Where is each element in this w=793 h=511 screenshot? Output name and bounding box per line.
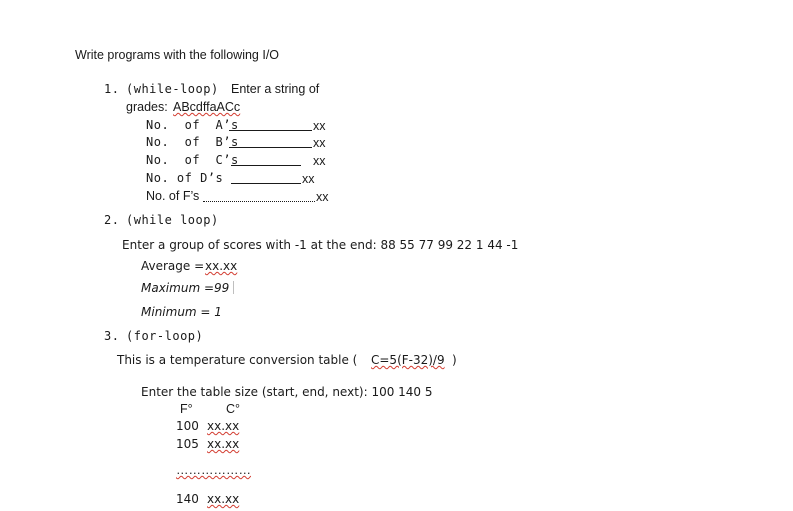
item-1-row-d-rule xyxy=(231,183,301,184)
table-ellipsis: ……………… xyxy=(176,463,251,477)
table-row-2-c: xx.xx xyxy=(207,437,240,451)
item-1-row-c-label: No. of C’s xyxy=(146,153,239,167)
table-row-1-c: xx.xx xyxy=(207,419,240,433)
item-1-row-d-value: xx xyxy=(302,172,315,186)
item-1-row-a-label: No. of A’s xyxy=(146,118,239,132)
item-1-grades-label: grades: xyxy=(126,100,168,114)
item-1-label: (while-loop) xyxy=(126,82,219,96)
item-1-prompt: Enter a string of xyxy=(231,82,320,96)
item-2-average-value: xx.xx xyxy=(205,259,238,273)
item-1-row-a-rule xyxy=(229,130,312,131)
item-1-row-c-rule xyxy=(231,165,301,166)
item-1-row-c-value: xx xyxy=(313,154,326,168)
item-3-desc-suffix: ) xyxy=(452,353,457,367)
table-row-2-f: 105 xyxy=(176,437,199,451)
table-row-last-f: 140 xyxy=(176,492,199,506)
table-row-1-f: 100 xyxy=(176,419,199,433)
item-1-row-f-label: No. of F’s xyxy=(146,189,200,203)
item-1-row-b-value: xx xyxy=(313,136,326,150)
item-2-prompt: Enter a group of scores with -1 at the end: 88 55 77 99 22 1 44 -1 xyxy=(122,238,519,252)
document-heading: Write programs with the following I/O xyxy=(75,48,280,62)
item-3-label: (for-loop) xyxy=(126,329,204,343)
item-1-row-a-value: xx xyxy=(313,119,326,133)
item-2-average-label: Average = xyxy=(141,259,205,273)
item-2-label: (while loop) xyxy=(126,213,219,227)
item-3-number: 3. xyxy=(104,329,120,343)
item-1-grades-value: ABcdffaACc xyxy=(173,100,241,114)
item-3-desc-prefix: This is a temperature conversion table ( xyxy=(117,353,358,367)
item-1-row-b-label: No. of B’s xyxy=(146,135,239,149)
item-1-row-f-value: xx xyxy=(316,190,329,204)
column-header-c: C° xyxy=(226,402,241,416)
item-1-number: 1. xyxy=(104,82,120,96)
item-2-maximum: Maximum =99 xyxy=(141,281,230,295)
item-2-minimum: Minimum = 1 xyxy=(141,305,222,319)
text-cursor xyxy=(233,281,234,294)
item-3-prompt: Enter the table size (start, end, next): 100 140 5 xyxy=(141,385,433,399)
item-3-formula: C=5(F-32)/9 xyxy=(371,353,445,367)
column-header-f: F° xyxy=(180,402,193,416)
table-row-last-c: xx.xx xyxy=(207,492,240,506)
item-1-row-b-rule xyxy=(229,147,312,148)
item-1-row-d-label: No. of D’s xyxy=(146,171,224,185)
item-1-row-f-dots xyxy=(203,201,315,202)
item-2-number: 2. xyxy=(104,213,120,227)
